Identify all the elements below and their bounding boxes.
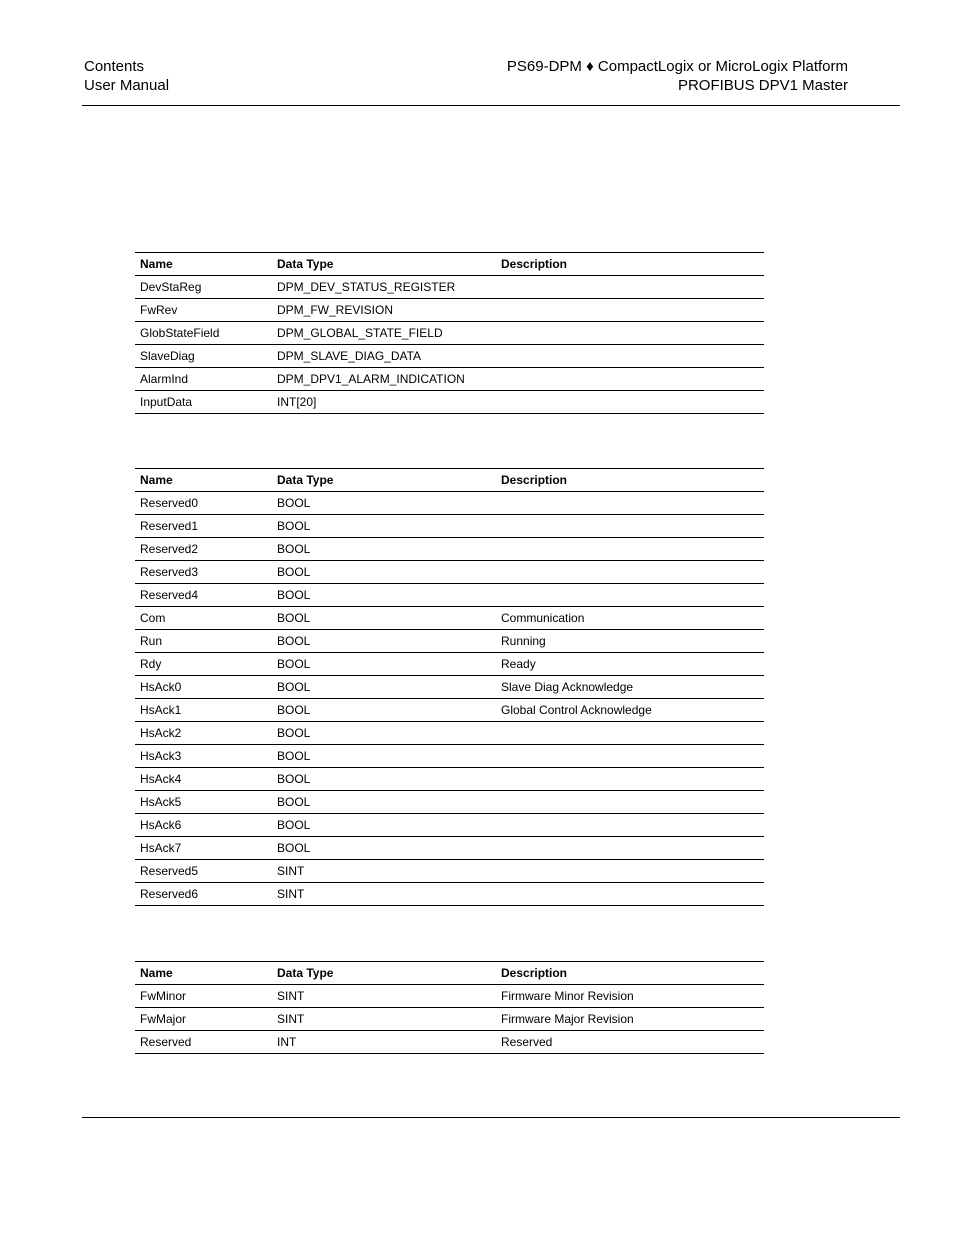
table-header-row [135, 962, 764, 985]
cell-description [496, 345, 764, 368]
cell-data-type: BOOL [272, 837, 496, 860]
cell-description: Firmware Minor Revision [496, 985, 764, 1008]
cell-description [496, 584, 764, 607]
table-row [135, 676, 764, 699]
cell-data-type: BOOL [272, 791, 496, 814]
cell-description [496, 791, 764, 814]
cell-description [496, 883, 764, 906]
structure-table-fw-revision [135, 961, 764, 1054]
header-left [84, 57, 169, 95]
cell-name: HsAck4 [135, 768, 272, 791]
cell-name: HsAck1 [135, 699, 272, 722]
cell-description [496, 368, 764, 391]
cell-description [496, 299, 764, 322]
cell-description [496, 722, 764, 745]
column-header-name: Name [135, 962, 272, 985]
cell-name: Reserved0 [135, 492, 272, 515]
cell-name: InputData [135, 391, 272, 414]
cell-name: Reserved5 [135, 860, 272, 883]
table-row [135, 653, 764, 676]
cell-description [496, 538, 764, 561]
cell-data-type: BOOL [272, 653, 496, 676]
structure-table-main [135, 252, 764, 414]
table-row [135, 883, 764, 906]
table-row [135, 860, 764, 883]
table-row [135, 561, 764, 584]
cell-data-type: DPM_SLAVE_DIAG_DATA [272, 345, 496, 368]
cell-data-type: INT[20] [272, 391, 496, 414]
cell-description: Global Control Acknowledge [496, 699, 764, 722]
cell-name: Rdy [135, 653, 272, 676]
table-row [135, 607, 764, 630]
header-product-subtitle: PROFIBUS DPV1 Master [677, 77, 848, 94]
cell-data-type: BOOL [272, 538, 496, 561]
cell-data-type: BOOL [272, 515, 496, 538]
cell-name: Reserved6 [135, 883, 272, 906]
table-row [135, 768, 764, 791]
cell-name: FwMinor [135, 985, 272, 1008]
table-row [135, 1031, 764, 1054]
cell-description [496, 745, 764, 768]
table-row [135, 814, 764, 837]
cell-name: Run [135, 630, 272, 653]
table-row [135, 1008, 764, 1031]
table-header-row [135, 253, 764, 276]
cell-data-type: DPM_GLOBAL_STATE_FIELD [272, 322, 496, 345]
table-row [135, 492, 764, 515]
table-row [135, 584, 764, 607]
cell-description [496, 768, 764, 791]
cell-name: AlarmInd [135, 368, 272, 391]
cell-name: Reserved3 [135, 561, 272, 584]
cell-data-type: SINT [272, 985, 496, 1008]
cell-name: SlaveDiag [135, 345, 272, 368]
header-section-title: Contents [84, 58, 145, 75]
cell-data-type: BOOL [272, 722, 496, 745]
cell-data-type: INT [272, 1031, 496, 1054]
column-header-data-type: Data Type [272, 962, 496, 985]
cell-name: Reserved1 [135, 515, 272, 538]
table-row [135, 515, 764, 538]
cell-description [496, 322, 764, 345]
cell-data-type: BOOL [272, 745, 496, 768]
table-row [135, 791, 764, 814]
cell-name: HsAck5 [135, 791, 272, 814]
cell-description [496, 276, 764, 299]
cell-name: Reserved4 [135, 584, 272, 607]
cell-description [496, 492, 764, 515]
header-divider [82, 105, 900, 106]
cell-data-type: BOOL [272, 561, 496, 584]
column-header-data-type: Data Type [272, 469, 496, 492]
cell-description [496, 515, 764, 538]
cell-data-type: DPM_DPV1_ALARM_INDICATION [272, 368, 496, 391]
table-row [135, 538, 764, 561]
column-header-name: Name [135, 253, 272, 276]
cell-data-type: DPM_FW_REVISION [272, 299, 496, 322]
cell-name: HsAck3 [135, 745, 272, 768]
structure-table-status-register [135, 468, 764, 906]
table-row [135, 630, 764, 653]
cell-name: FwRev [135, 299, 272, 322]
column-header-name: Name [135, 469, 272, 492]
cell-description: Slave Diag Acknowledge [496, 676, 764, 699]
cell-description: Running [496, 630, 764, 653]
cell-description: Reserved [496, 1031, 764, 1054]
table-row [135, 722, 764, 745]
cell-data-type: BOOL [272, 768, 496, 791]
cell-data-type: SINT [272, 883, 496, 906]
table-row [135, 299, 764, 322]
table-header-row [135, 469, 764, 492]
cell-description: Firmware Major Revision [496, 1008, 764, 1031]
table-row [135, 345, 764, 368]
cell-data-type: DPM_DEV_STATUS_REGISTER [272, 276, 496, 299]
cell-name: HsAck2 [135, 722, 272, 745]
table-row [135, 837, 764, 860]
cell-name: HsAck7 [135, 837, 272, 860]
cell-name: Reserved2 [135, 538, 272, 561]
column-header-data-type: Data Type [272, 253, 496, 276]
cell-description [496, 391, 764, 414]
column-header-description: Description [496, 253, 764, 276]
cell-description [496, 837, 764, 860]
cell-description [496, 561, 764, 584]
cell-name: HsAck6 [135, 814, 272, 837]
cell-data-type: BOOL [272, 492, 496, 515]
cell-data-type: SINT [272, 860, 496, 883]
table-row [135, 322, 764, 345]
table-row [135, 368, 764, 391]
cell-name: Com [135, 607, 272, 630]
cell-name: HsAck0 [135, 676, 272, 699]
cell-data-type: BOOL [272, 607, 496, 630]
cell-data-type: BOOL [272, 676, 496, 699]
cell-description [496, 860, 764, 883]
header-product-title: PS69-DPM ♦ CompactLogix or MicroLogix Platform [506, 58, 848, 75]
table-row [135, 699, 764, 722]
cell-description: Communication [496, 607, 764, 630]
table-row [135, 985, 764, 1008]
cell-data-type: SINT [272, 1008, 496, 1031]
cell-name: DevStaReg [135, 276, 272, 299]
cell-data-type: BOOL [272, 584, 496, 607]
header-document-type: User Manual [84, 77, 170, 94]
cell-name: Reserved [135, 1031, 272, 1054]
cell-data-type: BOOL [272, 699, 496, 722]
cell-data-type: BOOL [272, 814, 496, 837]
footer-divider [82, 1117, 900, 1118]
column-header-description: Description [496, 962, 764, 985]
cell-data-type: BOOL [272, 630, 496, 653]
table-row [135, 745, 764, 768]
column-header-description: Description [496, 469, 764, 492]
cell-name: GlobStateField [135, 322, 272, 345]
table-row [135, 391, 764, 414]
cell-name: FwMajor [135, 1008, 272, 1031]
table-row [135, 276, 764, 299]
cell-description [496, 814, 764, 837]
cell-description: Ready [496, 653, 764, 676]
header-right [507, 57, 848, 95]
